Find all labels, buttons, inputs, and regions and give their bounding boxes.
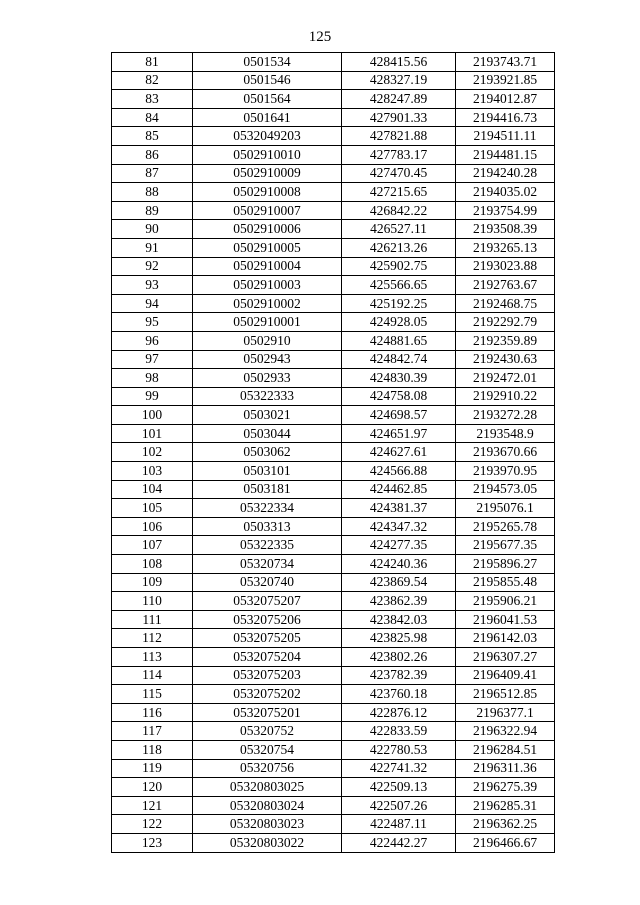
table-row [112, 201, 555, 220]
x-coordinate-cell: 423842.03 [342, 610, 456, 629]
y-coordinate-cell: 2193508.39 [456, 220, 555, 239]
table-row [112, 555, 555, 574]
x-coordinate-cell: 424277.35 [342, 536, 456, 555]
y-coordinate-cell: 2195265.78 [456, 517, 555, 536]
point-number-cell: 94 [112, 294, 193, 313]
x-coordinate-cell: 422833.59 [342, 722, 456, 741]
point-number-cell: 113 [112, 648, 193, 667]
y-coordinate-cell: 2196041.53 [456, 610, 555, 629]
y-coordinate-cell: 2194416.73 [456, 108, 555, 127]
point-id-cell: 0503313 [193, 517, 342, 536]
x-coordinate-cell: 427783.17 [342, 145, 456, 164]
table-row [112, 759, 555, 778]
table-row [112, 462, 555, 481]
point-number-cell: 86 [112, 145, 193, 164]
x-coordinate-cell: 424881.65 [342, 331, 456, 350]
table-row [112, 257, 555, 276]
point-number-cell: 118 [112, 740, 193, 759]
point-id-cell: 0501534 [193, 53, 342, 72]
point-id-cell: 0532075202 [193, 685, 342, 704]
table-row [112, 424, 555, 443]
y-coordinate-cell: 2194481.15 [456, 145, 555, 164]
point-id-cell: 0502910005 [193, 238, 342, 257]
x-coordinate-cell: 422507.26 [342, 796, 456, 815]
point-id-cell: 0532075204 [193, 648, 342, 667]
table-row [112, 220, 555, 239]
y-coordinate-cell: 2196409.41 [456, 666, 555, 685]
point-number-cell: 119 [112, 759, 193, 778]
point-number-cell: 112 [112, 629, 193, 648]
y-coordinate-cell: 2193921.85 [456, 71, 555, 90]
x-coordinate-cell: 423862.39 [342, 592, 456, 611]
x-coordinate-cell: 424830.39 [342, 369, 456, 388]
x-coordinate-cell: 423760.18 [342, 685, 456, 704]
x-coordinate-cell: 426213.26 [342, 238, 456, 257]
y-coordinate-cell: 2195076.1 [456, 499, 555, 518]
point-number-cell: 102 [112, 443, 193, 462]
y-coordinate-cell: 2196466.67 [456, 833, 555, 852]
x-coordinate-cell: 422741.32 [342, 759, 456, 778]
point-number-cell: 107 [112, 536, 193, 555]
x-coordinate-cell: 425566.65 [342, 276, 456, 295]
table-row [112, 703, 555, 722]
table-row [112, 778, 555, 797]
table-row [112, 108, 555, 127]
y-coordinate-cell: 2192472.01 [456, 369, 555, 388]
point-number-cell: 83 [112, 90, 193, 109]
point-id-cell: 0502910009 [193, 164, 342, 183]
table-row [112, 648, 555, 667]
table-row [112, 796, 555, 815]
table-row [112, 833, 555, 852]
y-coordinate-cell: 2195677.35 [456, 536, 555, 555]
table-row [112, 90, 555, 109]
y-coordinate-cell: 2192292.79 [456, 313, 555, 332]
page-number: 125 [308, 29, 332, 45]
x-coordinate-cell: 422780.53 [342, 740, 456, 759]
point-id-cell: 0502910003 [193, 276, 342, 295]
point-number-cell: 91 [112, 238, 193, 257]
table-row [112, 443, 555, 462]
y-coordinate-cell: 2194240.28 [456, 164, 555, 183]
point-id-cell: 0502933 [193, 369, 342, 388]
point-id-cell: 0532075206 [193, 610, 342, 629]
point-number-cell: 100 [112, 406, 193, 425]
y-coordinate-cell: 2192468.75 [456, 294, 555, 313]
point-number-cell: 121 [112, 796, 193, 815]
point-number-cell: 93 [112, 276, 193, 295]
point-id-cell: 05320756 [193, 759, 342, 778]
x-coordinate-cell: 423782.39 [342, 666, 456, 685]
table-row [112, 685, 555, 704]
x-coordinate-cell: 423802.26 [342, 648, 456, 667]
point-number-cell: 90 [112, 220, 193, 239]
point-id-cell: 0502910008 [193, 183, 342, 202]
table-row [112, 536, 555, 555]
x-coordinate-cell: 422442.27 [342, 833, 456, 852]
point-id-cell: 05322335 [193, 536, 342, 555]
point-id-cell: 05320754 [193, 740, 342, 759]
table-row [112, 145, 555, 164]
table-row [112, 313, 555, 332]
point-number-cell: 108 [112, 555, 193, 574]
point-id-cell: 0503021 [193, 406, 342, 425]
x-coordinate-cell: 427215.65 [342, 183, 456, 202]
y-coordinate-cell: 2192430.63 [456, 350, 555, 369]
y-coordinate-cell: 2196307.27 [456, 648, 555, 667]
point-id-cell: 0502943 [193, 350, 342, 369]
y-coordinate-cell: 2195906.21 [456, 592, 555, 611]
point-id-cell: 0502910007 [193, 201, 342, 220]
x-coordinate-cell: 426527.11 [342, 220, 456, 239]
x-coordinate-cell: 428327.19 [342, 71, 456, 90]
table-row [112, 387, 555, 406]
y-coordinate-cell: 2195855.48 [456, 573, 555, 592]
table-row [112, 183, 555, 202]
y-coordinate-cell: 2193548.9 [456, 424, 555, 443]
point-number-cell: 103 [112, 462, 193, 481]
table-row [112, 331, 555, 350]
point-number-cell: 104 [112, 480, 193, 499]
x-coordinate-cell: 425192.25 [342, 294, 456, 313]
point-id-cell: 05322333 [193, 387, 342, 406]
point-number-cell: 115 [112, 685, 193, 704]
table-row [112, 238, 555, 257]
x-coordinate-cell: 424627.61 [342, 443, 456, 462]
point-id-cell: 0532075203 [193, 666, 342, 685]
y-coordinate-cell: 2196284.51 [456, 740, 555, 759]
point-number-cell: 105 [112, 499, 193, 518]
x-coordinate-cell: 424928.05 [342, 313, 456, 332]
point-id-cell: 0503062 [193, 443, 342, 462]
x-coordinate-cell: 424347.32 [342, 517, 456, 536]
x-coordinate-cell: 424651.97 [342, 424, 456, 443]
y-coordinate-cell: 2196512.85 [456, 685, 555, 704]
point-id-cell: 0502910006 [193, 220, 342, 239]
point-number-cell: 88 [112, 183, 193, 202]
x-coordinate-cell: 428415.56 [342, 53, 456, 72]
point-id-cell: 05320752 [193, 722, 342, 741]
point-number-cell: 82 [112, 71, 193, 90]
x-coordinate-cell: 427821.88 [342, 127, 456, 146]
x-coordinate-cell: 425902.75 [342, 257, 456, 276]
point-number-cell: 87 [112, 164, 193, 183]
point-number-cell: 92 [112, 257, 193, 276]
table-row [112, 164, 555, 183]
y-coordinate-cell: 2194035.02 [456, 183, 555, 202]
point-id-cell: 05320803024 [193, 796, 342, 815]
point-number-cell: 114 [112, 666, 193, 685]
table-row [112, 573, 555, 592]
x-coordinate-cell: 424240.36 [342, 555, 456, 574]
point-number-cell: 99 [112, 387, 193, 406]
y-coordinate-cell: 2193970.95 [456, 462, 555, 481]
y-coordinate-cell: 2196142.03 [456, 629, 555, 648]
y-coordinate-cell: 2194573.05 [456, 480, 555, 499]
y-coordinate-cell: 2193670.66 [456, 443, 555, 462]
point-id-cell: 0503101 [193, 462, 342, 481]
table-row [112, 294, 555, 313]
point-id-cell: 0503181 [193, 480, 342, 499]
y-coordinate-cell: 2193265.13 [456, 238, 555, 257]
point-number-cell: 109 [112, 573, 193, 592]
table-row [112, 499, 555, 518]
x-coordinate-cell: 427470.45 [342, 164, 456, 183]
point-number-cell: 101 [112, 424, 193, 443]
point-id-cell: 0501564 [193, 90, 342, 109]
point-id-cell: 0503044 [193, 424, 342, 443]
x-coordinate-cell: 422487.11 [342, 815, 456, 834]
y-coordinate-cell: 2193754.99 [456, 201, 555, 220]
x-coordinate-cell: 424462.85 [342, 480, 456, 499]
table-row [112, 517, 555, 536]
x-coordinate-cell: 424566.88 [342, 462, 456, 481]
table-row [112, 71, 555, 90]
point-id-cell: 0502910004 [193, 257, 342, 276]
x-coordinate-cell: 427901.33 [342, 108, 456, 127]
y-coordinate-cell: 2192910.22 [456, 387, 555, 406]
x-coordinate-cell: 426842.22 [342, 201, 456, 220]
table-row [112, 480, 555, 499]
x-coordinate-cell: 424381.37 [342, 499, 456, 518]
table-row [112, 406, 555, 425]
y-coordinate-cell: 2196311.36 [456, 759, 555, 778]
point-id-cell: 0532075205 [193, 629, 342, 648]
point-id-cell: 0502910001 [193, 313, 342, 332]
coordinates-table-body [112, 53, 555, 853]
point-number-cell: 120 [112, 778, 193, 797]
table-row [112, 127, 555, 146]
point-number-cell: 95 [112, 313, 193, 332]
table-row [112, 722, 555, 741]
y-coordinate-cell: 2193272.28 [456, 406, 555, 425]
table-row [112, 276, 555, 295]
y-coordinate-cell: 2196275.39 [456, 778, 555, 797]
y-coordinate-cell: 2196377.1 [456, 703, 555, 722]
table-row [112, 815, 555, 834]
point-number-cell: 111 [112, 610, 193, 629]
y-coordinate-cell: 2196285.31 [456, 796, 555, 815]
point-id-cell: 0502910002 [193, 294, 342, 313]
point-id-cell: 05320740 [193, 573, 342, 592]
point-id-cell: 05322334 [193, 499, 342, 518]
point-number-cell: 116 [112, 703, 193, 722]
y-coordinate-cell: 2194511.11 [456, 127, 555, 146]
table-row [112, 740, 555, 759]
y-coordinate-cell: 2193743.71 [456, 53, 555, 72]
y-coordinate-cell: 2196362.25 [456, 815, 555, 834]
point-number-cell: 97 [112, 350, 193, 369]
point-number-cell: 110 [112, 592, 193, 611]
x-coordinate-cell: 424698.57 [342, 406, 456, 425]
y-coordinate-cell: 2193023.88 [456, 257, 555, 276]
point-id-cell: 0501546 [193, 71, 342, 90]
table-row [112, 350, 555, 369]
point-id-cell: 0532075207 [193, 592, 342, 611]
point-number-cell: 81 [112, 53, 193, 72]
y-coordinate-cell: 2195896.27 [456, 555, 555, 574]
table-row [112, 53, 555, 72]
point-id-cell: 0501641 [193, 108, 342, 127]
point-id-cell: 0532049203 [193, 127, 342, 146]
point-id-cell: 0502910010 [193, 145, 342, 164]
point-id-cell: 05320803025 [193, 778, 342, 797]
point-number-cell: 117 [112, 722, 193, 741]
x-coordinate-cell: 422876.12 [342, 703, 456, 722]
coordinates-table [111, 52, 555, 853]
point-number-cell: 85 [112, 127, 193, 146]
table-row [112, 666, 555, 685]
table-row [112, 592, 555, 611]
x-coordinate-cell: 422509.13 [342, 778, 456, 797]
point-number-cell: 123 [112, 833, 193, 852]
point-number-cell: 106 [112, 517, 193, 536]
point-number-cell: 98 [112, 369, 193, 388]
y-coordinate-cell: 2192763.67 [456, 276, 555, 295]
point-number-cell: 84 [112, 108, 193, 127]
table-row [112, 610, 555, 629]
x-coordinate-cell: 423825.98 [342, 629, 456, 648]
x-coordinate-cell: 428247.89 [342, 90, 456, 109]
point-number-cell: 122 [112, 815, 193, 834]
point-id-cell: 05320803023 [193, 815, 342, 834]
point-number-cell: 96 [112, 331, 193, 350]
table-row [112, 369, 555, 388]
x-coordinate-cell: 423869.54 [342, 573, 456, 592]
point-number-cell: 89 [112, 201, 193, 220]
point-id-cell: 0502910 [193, 331, 342, 350]
point-id-cell: 05320803022 [193, 833, 342, 852]
x-coordinate-cell: 424842.74 [342, 350, 456, 369]
table-row [112, 629, 555, 648]
x-coordinate-cell: 424758.08 [342, 387, 456, 406]
y-coordinate-cell: 2194012.87 [456, 90, 555, 109]
point-id-cell: 05320734 [193, 555, 342, 574]
y-coordinate-cell: 2192359.89 [456, 331, 555, 350]
point-id-cell: 0532075201 [193, 703, 342, 722]
y-coordinate-cell: 2196322.94 [456, 722, 555, 741]
